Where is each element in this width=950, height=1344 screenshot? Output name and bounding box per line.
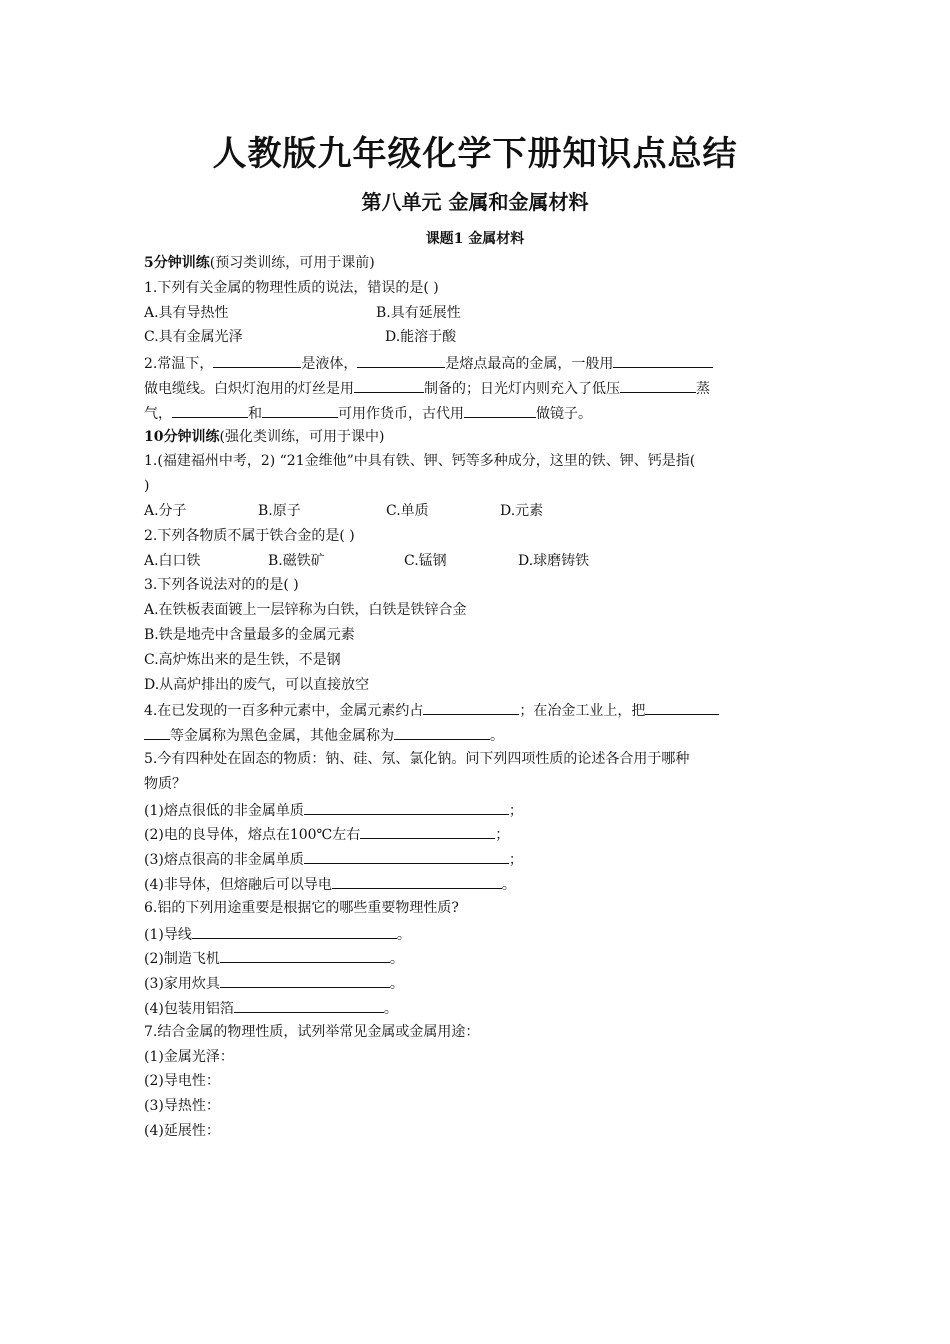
answer-blank[interactable] xyxy=(220,970,390,988)
option: A.具有导热性 xyxy=(144,304,229,321)
answer-blank[interactable] xyxy=(357,350,445,368)
sub-question: (1)导线 。 xyxy=(144,921,808,946)
document-title: 人教版九年级化学下册知识点总结 xyxy=(212,134,738,174)
option: C.锰钢 xyxy=(404,552,447,569)
sub-question: (3)熔点很高的非金属单质 ； xyxy=(144,846,808,871)
sub-question: (2)制造飞机 。 xyxy=(144,945,808,970)
answer-blank[interactable] xyxy=(304,846,509,864)
option: A.白口铁 xyxy=(144,552,201,569)
sub-question: (2)电的良导体，熔点在100℃左右 ； xyxy=(144,821,808,846)
answer-blank[interactable] xyxy=(360,821,495,839)
sub-question: (3)家用炊具 。 xyxy=(144,970,808,995)
answer-blank[interactable] xyxy=(620,375,696,393)
option: B.原子 xyxy=(258,502,301,519)
question-stem: 4.在已发现的一百多种元素中，金属元素约占 ；在冶金工业上，把 xyxy=(144,697,808,722)
option-row xyxy=(144,301,808,326)
sub-question: (2)导电性： xyxy=(144,1073,220,1090)
question-stem: 做电缆线。白炽灯泡用的灯丝是用 制备的；日光灯内则充入了低压 蒸 xyxy=(144,375,808,400)
answer-blank[interactable] xyxy=(464,400,536,418)
option: C.高炉炼出来的是生铁，不是钢 xyxy=(144,651,341,668)
question-stem: 6.铝的下列用途重要是根据它的哪些重要物理性质? xyxy=(144,899,459,916)
answer-blank[interactable] xyxy=(645,697,719,715)
unit-heading: 第八单元 金属和金属材料 xyxy=(361,190,589,214)
sub-question: (4)包装用铝箔 。 xyxy=(144,995,808,1020)
answer-blank[interactable] xyxy=(262,400,338,418)
question-stem: 气， 和 可用作货币，古代用 做镜子。 xyxy=(144,400,808,425)
answer-blank[interactable] xyxy=(192,921,397,939)
question-stem: 1.下列有关金属的物理性质的说法，错误的是( ) xyxy=(144,279,439,296)
question-stem-end: ) xyxy=(144,478,150,495)
answer-blank[interactable] xyxy=(394,722,490,740)
answer-blank[interactable] xyxy=(423,697,519,715)
answer-blank[interactable] xyxy=(304,797,509,815)
sub-question: (4)非导体，但熔融后可以导电 。 xyxy=(144,871,808,896)
question-stem: 物质？ xyxy=(144,775,186,792)
option: A.在铁板表面镀上一层锌称为白铁，白铁是铁锌合金 xyxy=(144,602,467,619)
question-stem: 5.今有四种处在固态的物质：钠、硅、氖、氯化钠。问下列四项性质的论述各合用于哪种 xyxy=(144,750,690,767)
question-stem: 3.下列各说法对的的是( ) xyxy=(144,577,299,594)
option-row xyxy=(144,499,808,524)
question-stem: 7.结合金属的物理性质，试列举常见金属或金属用途： xyxy=(144,1023,480,1040)
section-heading: 5分钟训练(预习类训练，可用于课前) xyxy=(144,255,375,271)
option: D.能溶于酸 xyxy=(385,329,457,346)
option: B.具有延展性 xyxy=(376,304,461,321)
sub-question: (4)延展性： xyxy=(144,1122,220,1139)
answer-blank[interactable] xyxy=(213,350,301,368)
option: B.磁铁矿 xyxy=(268,552,325,569)
sub-question: (1)金属光泽： xyxy=(144,1048,234,1065)
answer-blank[interactable] xyxy=(354,375,424,393)
option: D.从高炉排出的废气，可以直接放空 xyxy=(144,676,370,693)
option: D.球磨铸铁 xyxy=(518,552,590,569)
answer-blank[interactable] xyxy=(234,995,384,1013)
option-row xyxy=(144,325,808,350)
option: A.分子 xyxy=(144,502,187,519)
lesson-heading: 课题1 金属材料 xyxy=(425,231,525,247)
sub-question: (1)熔点很低的非金属单质 ； xyxy=(144,797,808,822)
option-row xyxy=(144,549,808,574)
answer-blank[interactable] xyxy=(613,350,713,368)
answer-blank[interactable] xyxy=(144,722,170,740)
question-stem: 2.下列各物质不属于铁合金的是( ) xyxy=(144,527,355,544)
question-stem: 等金属称为黑色金属，其他金属称为 。 xyxy=(144,722,808,747)
option: B.铁是地壳中含量最多的金属元素 xyxy=(144,626,355,643)
section-heading: 10分钟训练(强化类训练，可用于课中) xyxy=(144,428,385,445)
question-stem: 1.(福建福州中考，2) “21金维他”中具有铁、钾、钙等多种成分，这里的铁、钾、钙是指( xyxy=(144,453,696,470)
option: D.元素 xyxy=(500,502,544,519)
answer-blank[interactable] xyxy=(172,400,248,418)
sub-question: (3)导热性： xyxy=(144,1098,220,1115)
answer-blank[interactable] xyxy=(220,945,390,963)
answer-blank[interactable] xyxy=(332,871,502,889)
option: C.具有金属光泽 xyxy=(144,329,243,346)
option: C.单质 xyxy=(386,502,429,519)
exercise-content xyxy=(144,251,808,1144)
question-stem: 2.常温下， 是液体， 是熔点最高的金属，一般用 xyxy=(144,350,808,375)
